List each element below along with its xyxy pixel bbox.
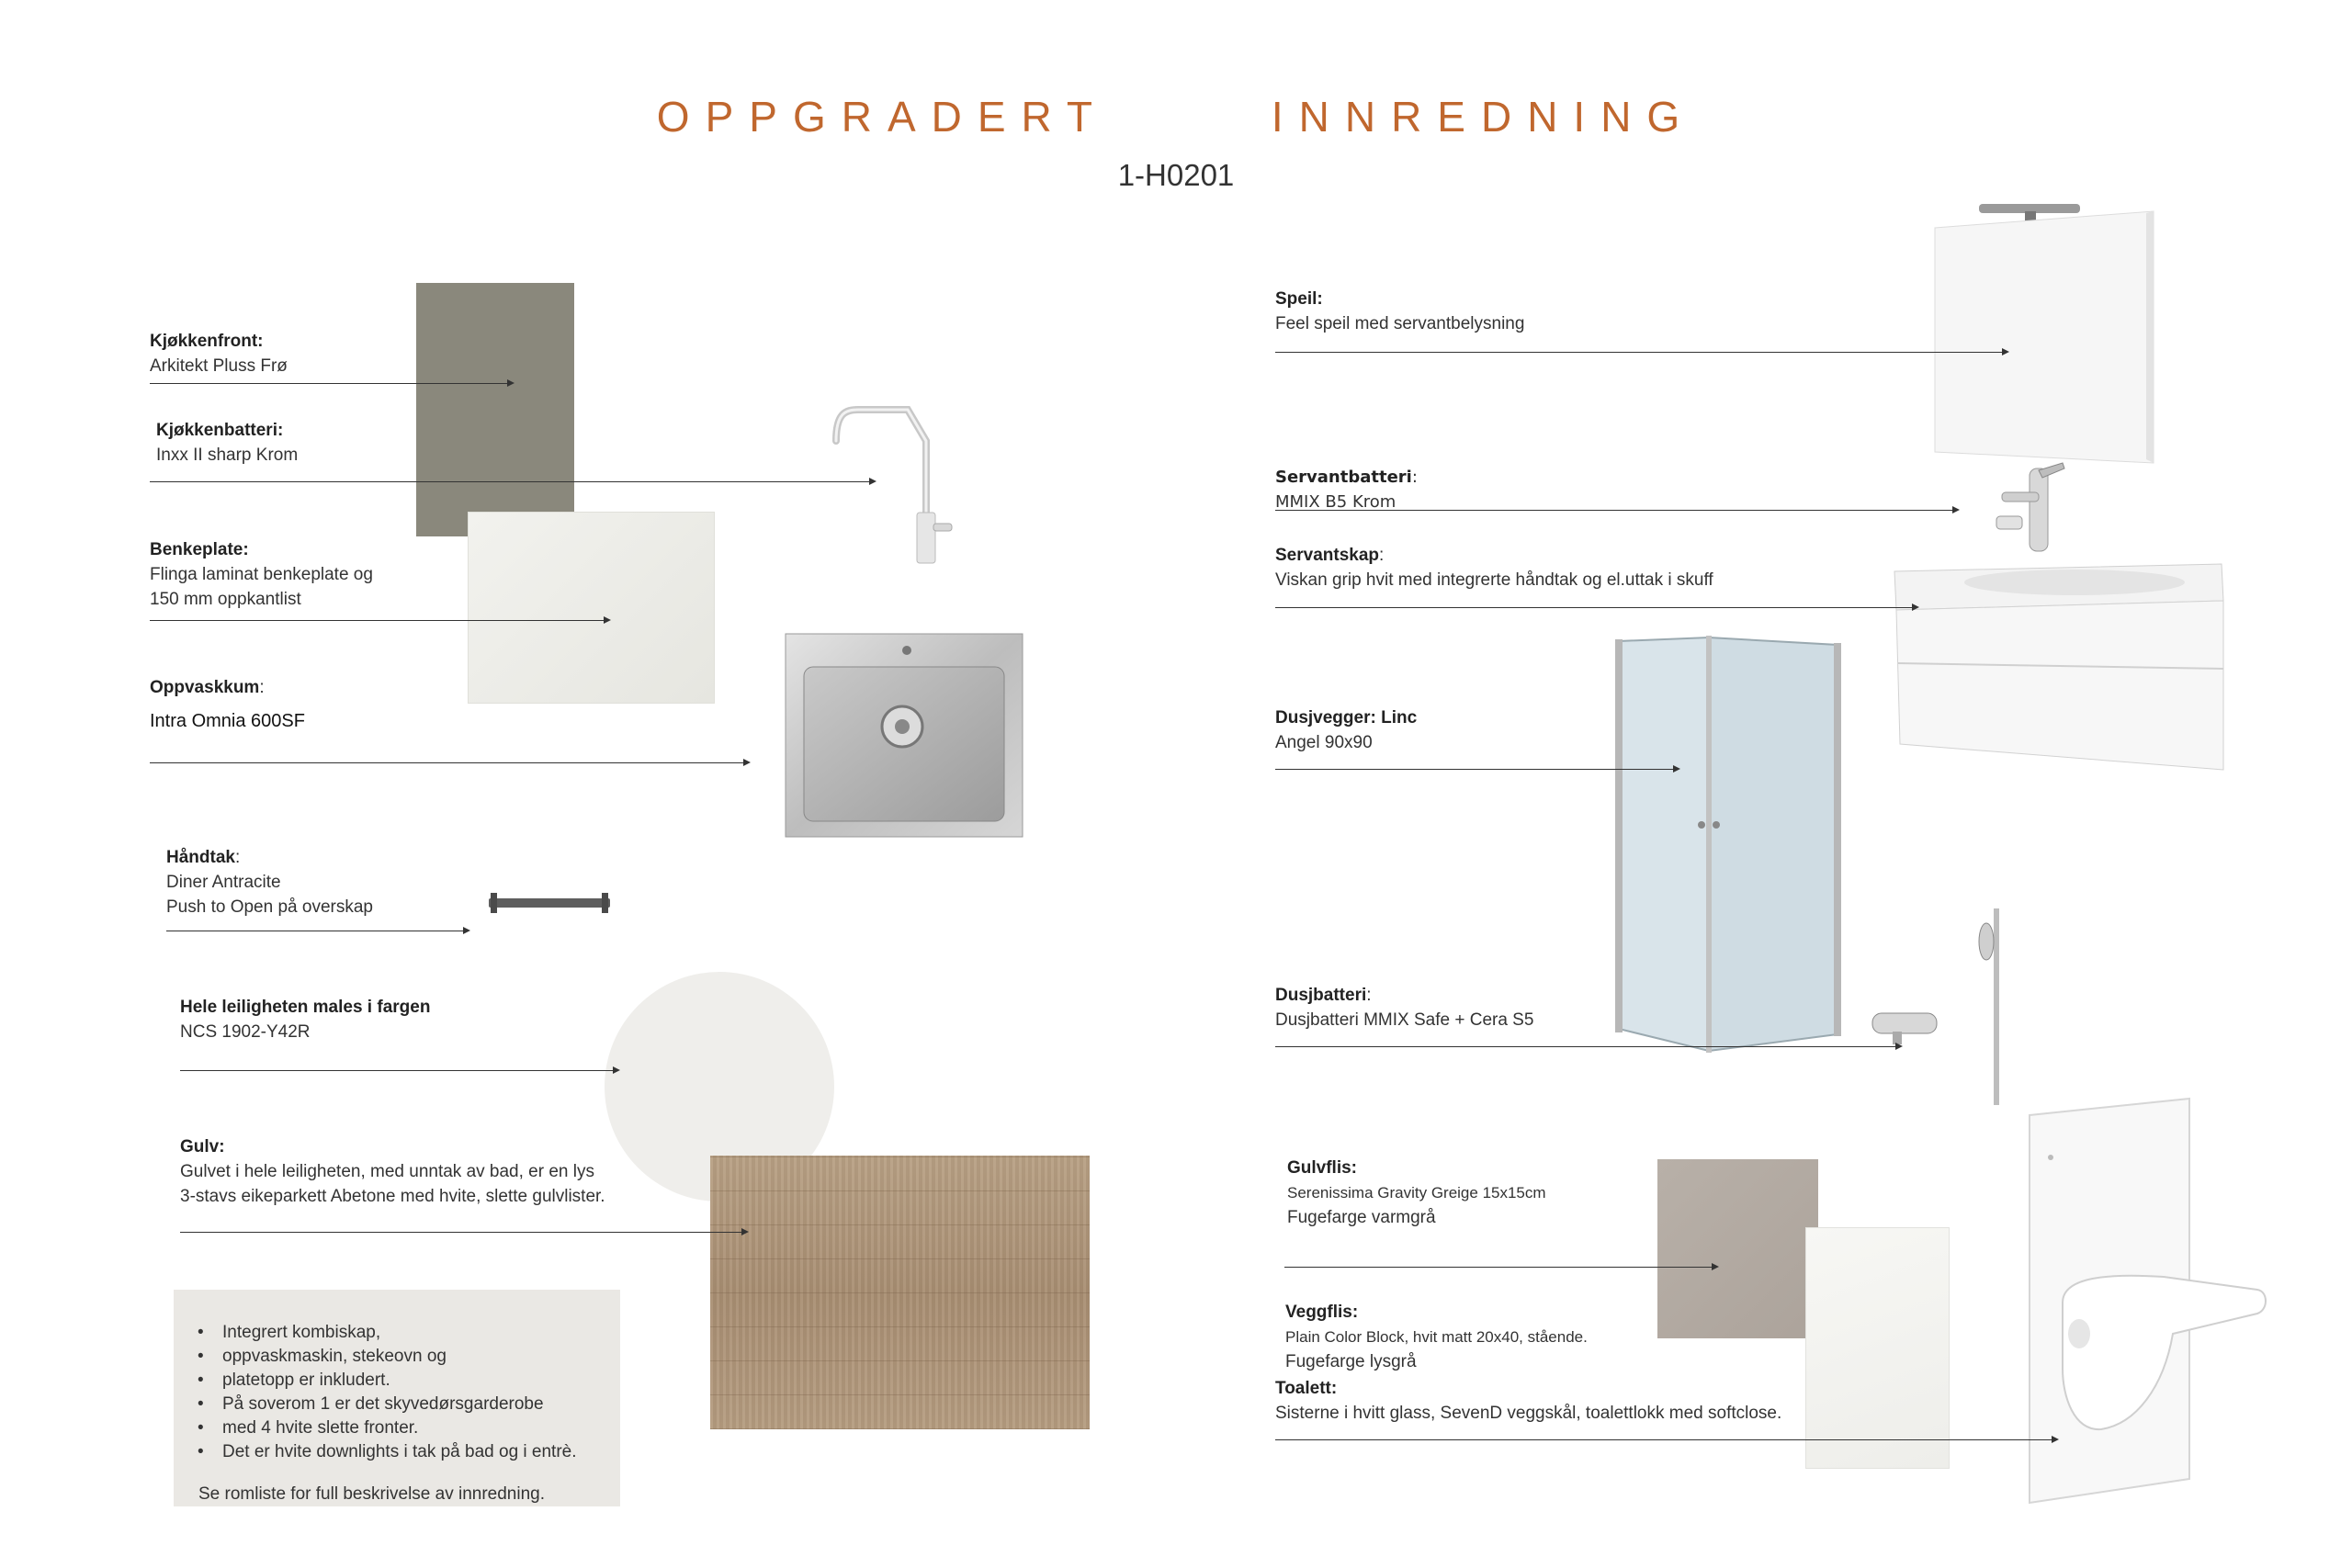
sink-arrow	[150, 762, 748, 763]
toilet-label	[1275, 1376, 1781, 1426]
toilet-text: Sisterne i hvitt glass, SevenD veggskål, toalettlokk med softclose.	[1275, 1404, 1782, 1423]
countertop-line2: 150 mm oppkantlist	[150, 590, 301, 609]
sink-label	[150, 675, 305, 734]
sink-text: Intra Omnia 600SF	[150, 711, 305, 731]
vanity-arrow	[1275, 607, 1917, 608]
floor-line2: 3-stavs eikeparkett Abetone med hvite, slette gulvlister.	[180, 1187, 605, 1206]
basin-tap-image	[1989, 459, 2090, 560]
floor-tile-line1: Serenissima Gravity Greige 15x15cm	[1287, 1184, 1546, 1201]
wall-tile-heading: Veggflis:	[1285, 1303, 1359, 1322]
shower-walls-arrow	[1275, 769, 1678, 770]
wall-tile-line1: Plain Color Block, hvit matt 20x40, stående.	[1285, 1328, 1588, 1346]
mirror-text: Feel speil med servantbelysning	[1275, 314, 1525, 333]
shower-tap-heading-colon: :	[1366, 986, 1372, 1005]
floor-arrow	[180, 1232, 746, 1233]
shower-tap-heading: Dusjbatteri	[1275, 986, 1367, 1005]
handle-line2: Push to Open på overskap	[166, 897, 373, 917]
mirror-heading: Speil:	[1275, 289, 1323, 309]
floor-tile-arrow	[1284, 1267, 1716, 1268]
kitchen-front-heading: Kjøkkenfront:	[150, 332, 264, 351]
floor-line1: Gulvet i hele leiligheten, med unntak av bad, er en lys	[180, 1162, 594, 1181]
shower-walls-text: Angel 90x90	[1275, 733, 1373, 752]
basin-tap-arrow	[1275, 510, 1957, 511]
vanity-label	[1275, 543, 1713, 592]
oak-floor-swatch	[710, 1156, 1090, 1429]
unit-code: 1-H0201	[1117, 158, 1235, 192]
vanity-heading-colon: :	[1379, 546, 1385, 565]
kitchen-front-swatch	[416, 283, 574, 536]
kitchen-front-text: Arkitekt Pluss Frø	[150, 356, 288, 376]
shower-walls-label	[1275, 705, 1417, 755]
paint-label	[180, 995, 430, 1044]
paint-text: NCS 1902-Y42R	[180, 1022, 311, 1042]
kitchen-tap-text: Inxx II sharp Krom	[156, 446, 299, 465]
floor-tile-heading: Gulvflis:	[1287, 1158, 1358, 1178]
wall-tile-swatch	[1806, 1228, 1949, 1468]
wall-tile-label	[1285, 1300, 1588, 1374]
countertop-label	[150, 537, 373, 612]
handle-image	[485, 893, 614, 917]
countertop-line1: Flinga laminat benkeplate og	[150, 565, 373, 584]
kitchen-tap-heading: Kjøkkenbatteri:	[156, 421, 284, 440]
notes-footer: Se romliste for full beskrivelse av innredning.	[198, 1484, 546, 1504]
toilet-arrow	[1275, 1439, 2056, 1440]
basin-tap-heading: Servantbatteri	[1275, 468, 1412, 487]
handle-heading-colon: :	[234, 848, 241, 867]
shower-walls-heading: Dusjvegger: Linc	[1275, 708, 1418, 728]
floor-tile-line2: Fugefarge varmgrå	[1287, 1208, 1436, 1227]
vanity-heading: Servantskap	[1275, 546, 1380, 565]
paint-arrow	[180, 1070, 617, 1071]
vanity-text: Viskan grip hvit med integrerte håndtak og el.uttak i skuff	[1275, 570, 1713, 590]
note-item: • med 4 hvite slette fronter.	[174, 1416, 620, 1440]
handle-line1: Diner Antracite	[166, 873, 281, 892]
notes-list	[174, 1290, 620, 1464]
paint-heading: Hele leiligheten males i fargen	[180, 998, 431, 1017]
page-title: OPPGRADERT INNREDNING	[656, 93, 1696, 141]
kitchen-front-arrow	[150, 383, 512, 384]
floor-tile-swatch	[1657, 1159, 1818, 1338]
shower-tap-arrow	[1275, 1046, 1900, 1047]
floor-tile-label	[1287, 1156, 1546, 1230]
sink-image	[784, 632, 1024, 839]
note-item: • Integrert kombiskap,	[174, 1321, 620, 1345]
kitchen-front-label	[150, 329, 288, 378]
kitchen-tap-label	[156, 418, 298, 468]
handle-label	[166, 845, 373, 919]
floor-heading: Gulv:	[180, 1137, 225, 1156]
sink-heading: Oppvaskkum	[150, 678, 260, 697]
toilet-heading: Toalett:	[1275, 1379, 1338, 1398]
shower-tap-image	[1865, 905, 2040, 1107]
note-item: • oppvaskmaskin, stekeovn og	[174, 1345, 620, 1369]
countertop-heading: Benkeplate:	[150, 540, 249, 559]
kitchen-tap-arrow	[150, 481, 874, 482]
mirror-label	[1275, 287, 1524, 336]
basin-tap-label	[1275, 465, 1418, 514]
shower-tap-label	[1275, 983, 1533, 1032]
vanity-image	[1891, 560, 2229, 773]
mirror-arrow	[1275, 352, 2007, 353]
note-item: • Det er hvite downlights i tak på bad og i entrè.	[174, 1440, 620, 1464]
floor-label	[180, 1134, 605, 1209]
countertop-arrow	[150, 620, 608, 621]
basin-tap-text: MMIX B5 Krom	[1275, 492, 1396, 512]
kitchen-faucet-image	[827, 404, 965, 570]
shower-tap-text: Dusjbatteri MMIX Safe + Cera S5	[1275, 1010, 1534, 1030]
handle-heading: Håndtak	[166, 848, 235, 867]
toilet-image	[2026, 1093, 2274, 1506]
basin-tap-heading-colon: :	[1411, 468, 1418, 487]
notes-box	[174, 1290, 620, 1506]
countertop-swatch	[468, 512, 715, 704]
note-item: • På soverom 1 er det skyvedørsgarderobe	[174, 1393, 620, 1416]
shower-walls-image	[1608, 634, 1847, 1055]
sink-heading-colon: :	[259, 678, 265, 697]
wall-tile-line2: Fugefarge lysgrå	[1285, 1352, 1417, 1371]
mirror-image	[1929, 193, 2159, 468]
note-item: • platetopp er inkludert.	[174, 1369, 620, 1393]
